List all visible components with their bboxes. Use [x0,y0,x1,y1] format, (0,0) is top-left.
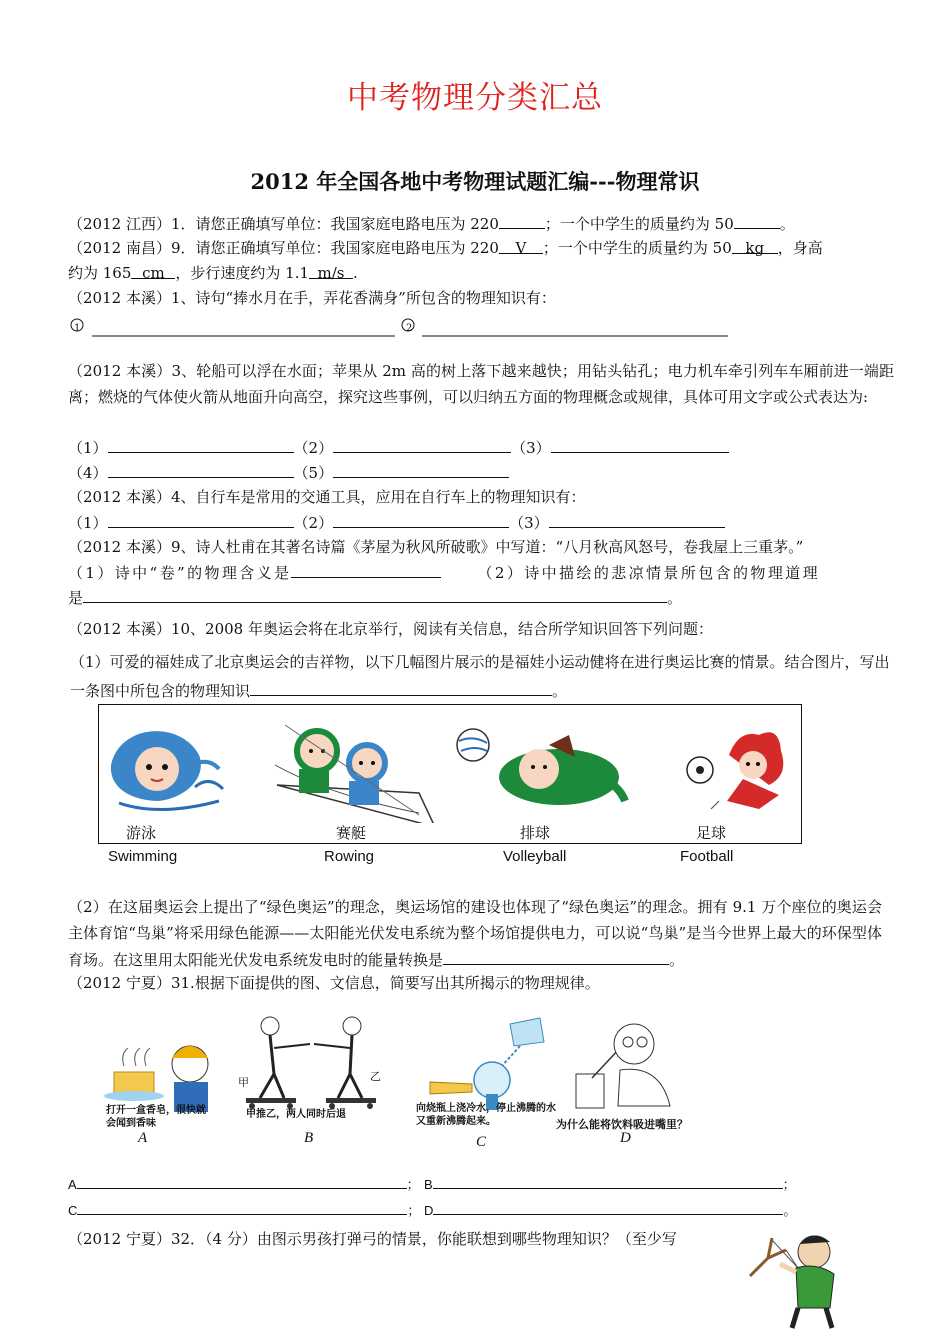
answer-row-1: （1） （2） （3） [68,434,729,461]
question-benxi-9: （2012 本溪）9、诗人杜甫在其著名诗篇《茅屋为秋风所破歌》中写道：“八月秋高风怒号，卷我屋上三重茅。” [68,538,804,556]
question-nanchang-9-cont: 约为 165 cm ，步行速度约为 1.1 m/s . [68,260,358,286]
caption-cn-rowing: 赛艇 [336,824,367,842]
question-benxi-10-sub2: （2）在这届奥运会上提出了“绿色奥运”的理念，奥运场馆的建设也体现了“绿色奥运”的理念。拥有 9.1 万个座位的奥运会主体育馆“鸟巢”将采用绿色能源——太阳能光伏发电系统为整个场馆提供电力，可以说“鸟巢”是当今世界上最大的环保型体育场。在这里用太阳能光伏发电系统发电时的能量转换是 。 [68,898,882,969]
figure-c-flask-image [430,1018,544,1110]
mascot-figure [99,705,799,823]
caption-en-swimming: Swimming [108,848,178,865]
blank-number-2: 2 [406,323,413,334]
question-ningxia-32: （2012 宁夏）32．（4 分）由图示男孩打弹弓的情景，你能联想到哪些物理知识？（至少写 [68,1230,677,1248]
question-benxi-9-cont: 是 。 [68,584,682,611]
figure-b-skaters-image [246,1017,376,1109]
question-benxi-10-sub1: （1）可爱的福娃成了北京奥运会的吉祥物，以下几幅图片展示的是福娃小运动健将在进行奥运比赛的情景。结合图片，写出一条图中所包含的物理知识 。 [70,653,890,700]
figure-d-label: D [620,1130,631,1146]
page-banner: 中考物理分类汇总 [347,80,603,116]
caption-en-volleyball: Volleyball [503,848,567,865]
question-nanchang-9: （2012 南昌）9．请您正确填写单位：我国家庭电路电压为 220 V ；一个中学生的质量约为 50 kg ，身高 [68,235,823,261]
answer-line-a: A ； [68,1177,420,1192]
volleyball-mascot-image [457,729,625,805]
figure-c-label: C [476,1134,487,1150]
question-jiangxi-1: （2012 江西）1．请您正确填写单位：我国家庭电路电压为 220 ；一个中学生的质量约为 50 。 [68,210,795,237]
figure-b-label: B [304,1130,314,1146]
rowing-mascot-image [275,725,435,823]
figure-d-drinking-image [576,1024,670,1108]
caption-cn-swimming: 游泳 [126,824,157,842]
answer-line-b: B ； [424,1177,796,1192]
question-ningxia-31: （2012 宁夏）31.根据下面提供的图、文信息，简要写出其所揭示的物理规律。 [68,974,600,992]
caption-cn-volleyball: 排球 [520,824,551,842]
blank-number-1: 1 [74,323,81,334]
answer-line-c: C ； [68,1203,421,1218]
figure-a-caption: 打开一盒香皂，很快就会闻到香味 [106,1105,206,1129]
question-benxi-9-parts: （1）诗中“卷”的物理含义是 （2）诗中描绘的悲凉情景所包含的物理道理 [68,559,820,586]
figure-b-person-1: 甲 [238,1076,249,1089]
page-title: 2012 年全国各地中考物理试题汇编---物理常识 [250,169,700,194]
question-benxi-1: （2012 本溪）1、诗句“捧水月在手，弄花香满身”所包含的物理知识有： [68,289,556,307]
question-benxi-10: （2012 本溪）10、2008 年奥运会将在北京举行，阅读有关信息，结合所学知识回答下列问题： [68,620,713,638]
answer-row-2: （4） （5） [68,459,509,486]
figure-b-caption: 甲推乙，两人同时后退 [246,1109,346,1120]
question-benxi-4: （2012 本溪）4、自行车是常用的交通工具，应用在自行车上的物理知识有： [68,488,586,506]
caption-en-rowing: Rowing [324,848,375,865]
figure-d-caption: 为什么能将饮料吸进嘴里？ [556,1118,688,1131]
figure-b-person-2: 乙 [370,1070,381,1083]
figure-c-caption: 向烧瓶上浇冷水，停止沸腾的水又重新沸腾起来。 [416,1103,556,1127]
swimming-mascot-image [111,731,223,809]
football-mascot-image [687,732,783,809]
caption-cn-football: 足球 [696,824,727,842]
answer-row-3: （1） （2） （3） [68,509,725,536]
answer-line-d: D 。 [424,1203,797,1218]
slingshot-boy-image [746,1228,842,1332]
figure-a-label: A [138,1130,148,1146]
caption-en-football: Football [680,848,734,865]
question-benxi-3: （2012 本溪）3、轮船可以浮在水面；苹果从 2m 高的树上落下越来越快；用钻头钻孔；电力机车牵引列车车厢前进一端距离；燃烧的气体使火箭从地面升向高空，探究这些事例，可以归纳五方面的物理概念或规律，具体可用文字或公式表达为: [68,362,894,406]
figure-a-soap-image [104,1046,208,1112]
